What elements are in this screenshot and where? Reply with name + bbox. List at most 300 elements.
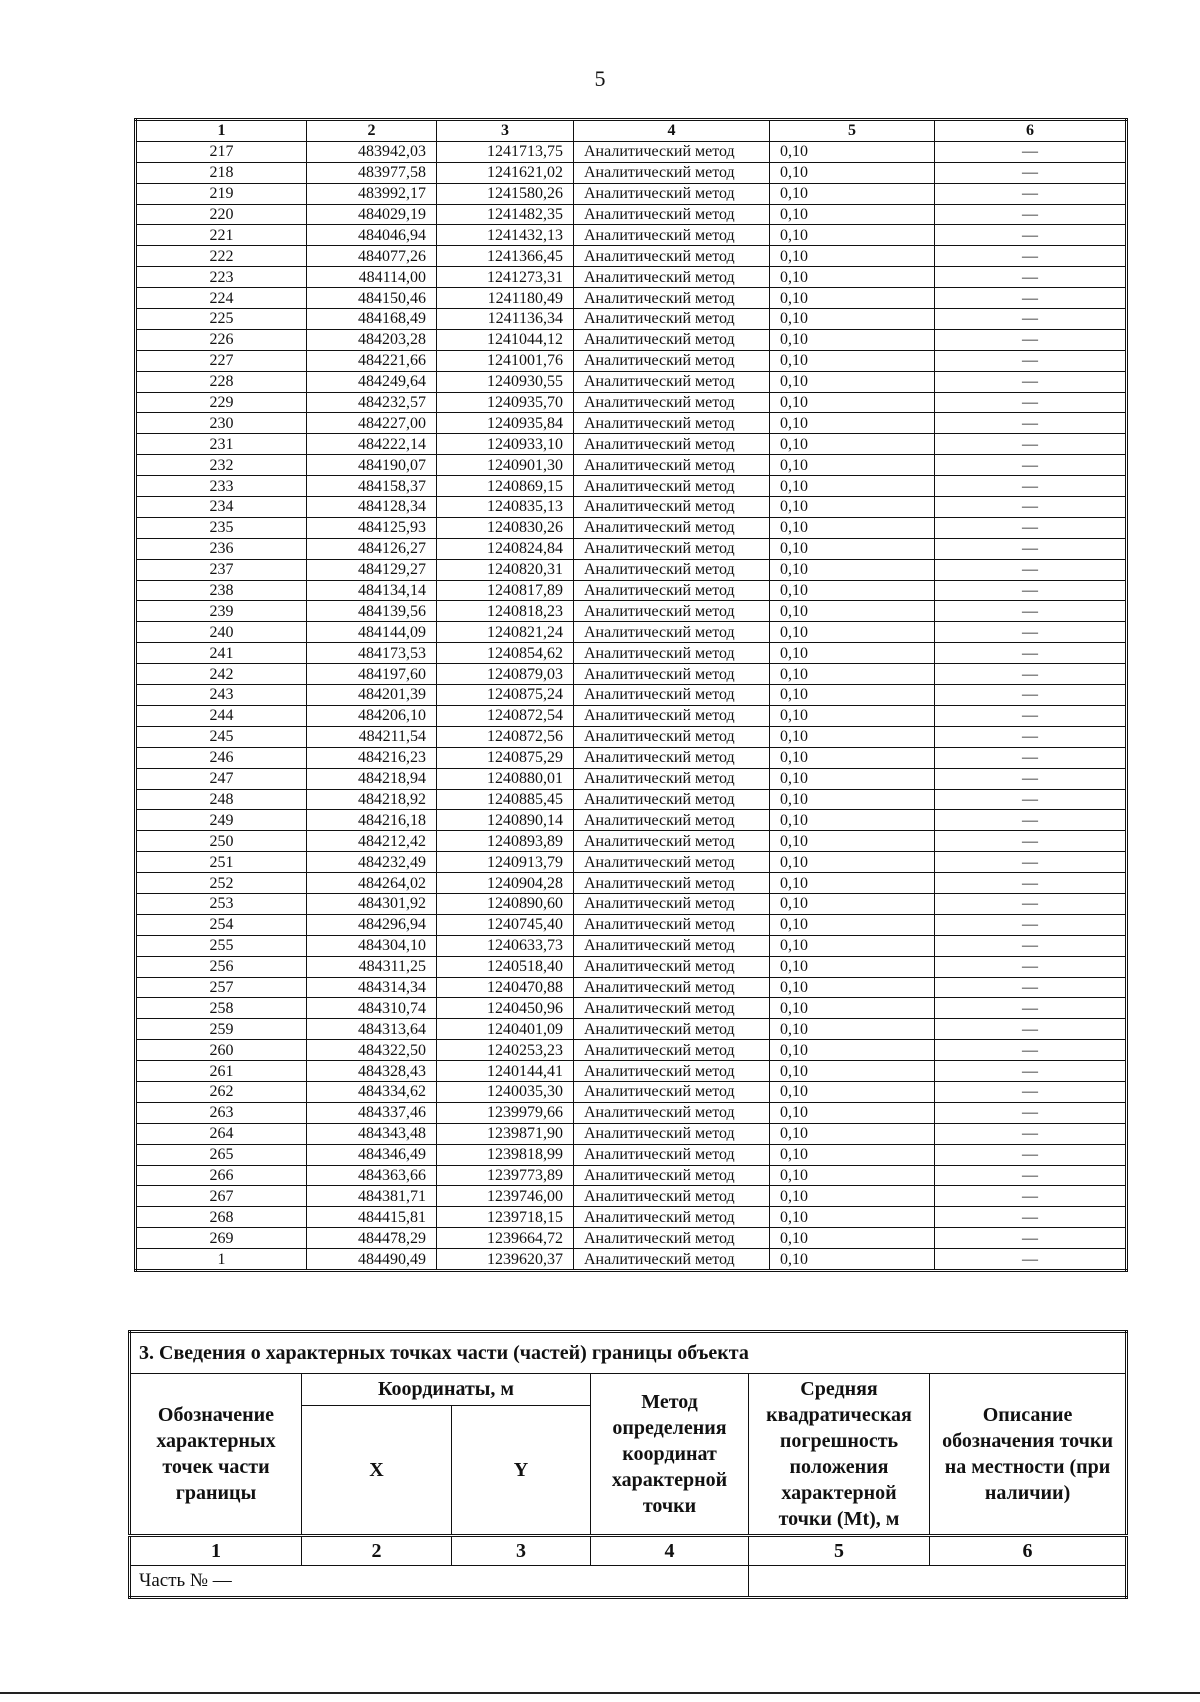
point-number: 236	[136, 538, 307, 559]
method: Аналитический метод	[574, 434, 770, 455]
error-value: 0,10	[770, 204, 935, 225]
error-value: 0,10	[770, 1165, 935, 1186]
method: Аналитический метод	[574, 893, 770, 914]
error-value: 0,10	[770, 873, 935, 894]
point-number: 239	[136, 601, 307, 622]
method: Аналитический метод	[574, 1207, 770, 1228]
error-value: 0,10	[770, 914, 935, 935]
point-number: 229	[136, 392, 307, 413]
point-number: 221	[136, 225, 307, 246]
description: —	[935, 601, 1127, 622]
method: Аналитический метод	[574, 1081, 770, 1102]
table-row	[136, 580, 1127, 601]
y-coordinate: 1240824,84	[437, 538, 574, 559]
table-row	[136, 977, 1127, 998]
method: Аналитический метод	[574, 538, 770, 559]
x-coordinate: 484337,46	[307, 1102, 437, 1123]
method: Аналитический метод	[574, 1019, 770, 1040]
point-number: 240	[136, 622, 307, 643]
y-coordinate: 1240890,14	[437, 810, 574, 831]
point-number: 264	[136, 1123, 307, 1144]
description: —	[935, 893, 1127, 914]
table-row	[136, 1061, 1127, 1082]
error-value: 0,10	[770, 1081, 935, 1102]
description: —	[935, 914, 1127, 935]
table-row	[136, 141, 1127, 162]
error-value: 0,10	[770, 267, 935, 288]
method: Аналитический метод	[574, 768, 770, 789]
error-value: 0,10	[770, 392, 935, 413]
y-coordinate: 1240450,96	[437, 998, 574, 1019]
error-value: 0,10	[770, 559, 935, 580]
table-row	[136, 559, 1127, 580]
y-coordinate: 1240253,23	[437, 1040, 574, 1061]
point-number: 248	[136, 789, 307, 810]
y-coordinate: 1241044,12	[437, 329, 574, 350]
error-value: 0,10	[770, 726, 935, 747]
x-coordinate: 484314,34	[307, 977, 437, 998]
method: Аналитический метод	[574, 977, 770, 998]
x-coordinate: 484322,50	[307, 1040, 437, 1061]
x-coordinate: 484129,27	[307, 559, 437, 580]
table-row	[136, 162, 1127, 183]
error-value: 0,10	[770, 789, 935, 810]
y-coordinate: 1239871,90	[437, 1123, 574, 1144]
table-row	[136, 1186, 1127, 1207]
y-coordinate: 1239818,99	[437, 1144, 574, 1165]
error-value: 0,10	[770, 497, 935, 518]
description: —	[935, 204, 1127, 225]
section3-column-number-row	[130, 1536, 1127, 1566]
error-value: 0,10	[770, 538, 935, 559]
x-coordinate: 484139,56	[307, 601, 437, 622]
method: Аналитический метод	[574, 162, 770, 183]
table-row	[136, 225, 1127, 246]
x-coordinate: 484232,57	[307, 392, 437, 413]
x-coordinate: 484125,93	[307, 517, 437, 538]
x-coordinate: 484363,66	[307, 1165, 437, 1186]
x-coordinate: 484227,00	[307, 413, 437, 434]
description: —	[935, 141, 1127, 162]
table-row	[136, 392, 1127, 413]
y-coordinate: 1241136,34	[437, 309, 574, 330]
method: Аналитический метод	[574, 956, 770, 977]
column-number: 2	[307, 120, 437, 142]
point-number: 241	[136, 643, 307, 664]
error-value: 0,10	[770, 329, 935, 350]
x-coordinate: 484221,66	[307, 350, 437, 371]
point-number: 222	[136, 246, 307, 267]
method: Аналитический метод	[574, 517, 770, 538]
description: —	[935, 1228, 1127, 1249]
description: —	[935, 497, 1127, 518]
description: —	[935, 852, 1127, 873]
y-coordinate: 1240869,15	[437, 476, 574, 497]
x-coordinate: 484334,62	[307, 1081, 437, 1102]
x-coordinate: 484029,19	[307, 204, 437, 225]
table-row	[136, 517, 1127, 538]
point-number: 242	[136, 664, 307, 685]
description: —	[935, 685, 1127, 706]
description: —	[935, 1144, 1127, 1165]
table-row	[136, 601, 1127, 622]
description: —	[935, 1081, 1127, 1102]
method: Аналитический метод	[574, 831, 770, 852]
point-number: 226	[136, 329, 307, 350]
error-value: 0,10	[770, 455, 935, 476]
column-number: 3	[452, 1536, 591, 1566]
column-number: 6	[935, 120, 1127, 142]
point-number: 223	[136, 267, 307, 288]
table-row	[136, 831, 1127, 852]
point-number: 218	[136, 162, 307, 183]
point-number: 249	[136, 810, 307, 831]
table-row	[136, 873, 1127, 894]
method: Аналитический метод	[574, 476, 770, 497]
x-coordinate: 484304,10	[307, 935, 437, 956]
y-coordinate: 1240880,01	[437, 768, 574, 789]
table-row	[136, 768, 1127, 789]
table-row	[136, 371, 1127, 392]
error-value: 0,10	[770, 1123, 935, 1144]
table-row	[136, 246, 1127, 267]
error-value: 0,10	[770, 1144, 935, 1165]
y-coordinate: 1240935,84	[437, 413, 574, 434]
y-coordinate: 1240893,89	[437, 831, 574, 852]
y-coordinate: 1240401,09	[437, 1019, 574, 1040]
point-number: 259	[136, 1019, 307, 1040]
x-coordinate: 484134,14	[307, 580, 437, 601]
column-number: 1	[130, 1536, 302, 1566]
table-row	[136, 1165, 1127, 1186]
point-number: 254	[136, 914, 307, 935]
point-number: 233	[136, 476, 307, 497]
point-number: 243	[136, 685, 307, 706]
column-number: 5	[749, 1536, 930, 1566]
description: —	[935, 580, 1127, 601]
error-value: 0,10	[770, 1186, 935, 1207]
method: Аналитический метод	[574, 455, 770, 476]
point-number: 263	[136, 1102, 307, 1123]
error-value: 0,10	[770, 434, 935, 455]
table-row	[136, 183, 1127, 204]
x-coordinate: 484150,46	[307, 288, 437, 309]
x-coordinate: 484296,94	[307, 914, 437, 935]
error-value: 0,10	[770, 1061, 935, 1082]
x-coordinate: 483992,17	[307, 183, 437, 204]
x-coordinate: 484216,18	[307, 810, 437, 831]
error-value: 0,10	[770, 1249, 935, 1271]
y-coordinate: 1240875,29	[437, 747, 574, 768]
y-coordinate: 1241482,35	[437, 204, 574, 225]
method: Аналитический метод	[574, 1186, 770, 1207]
y-coordinate: 1240879,03	[437, 664, 574, 685]
y-coordinate: 1240901,30	[437, 455, 574, 476]
description: —	[935, 1123, 1127, 1144]
point-number: 250	[136, 831, 307, 852]
description: —	[935, 1061, 1127, 1082]
error-value: 0,10	[770, 977, 935, 998]
description: —	[935, 643, 1127, 664]
point-number: 262	[136, 1081, 307, 1102]
point-number: 268	[136, 1207, 307, 1228]
error-value: 0,10	[770, 309, 935, 330]
x-coordinate: 484490,49	[307, 1249, 437, 1271]
method: Аналитический метод	[574, 998, 770, 1019]
point-number: 258	[136, 998, 307, 1019]
page-number: 5	[594, 66, 606, 91]
y-coordinate: 1240633,73	[437, 935, 574, 956]
table-row	[136, 267, 1127, 288]
point-number: 232	[136, 455, 307, 476]
y-coordinate: 1241432,13	[437, 225, 574, 246]
x-coordinate: 483942,03	[307, 141, 437, 162]
point-number: 265	[136, 1144, 307, 1165]
point-number: 227	[136, 350, 307, 371]
x-coordinate: 484343,48	[307, 1123, 437, 1144]
x-header: X	[302, 1405, 452, 1535]
error-value: 0,10	[770, 141, 935, 162]
method: Аналитический метод	[574, 705, 770, 726]
description: —	[935, 183, 1127, 204]
column-number: 4	[591, 1536, 749, 1566]
error-value: 0,10	[770, 288, 935, 309]
y-coordinate: 1239746,00	[437, 1186, 574, 1207]
method: Аналитический метод	[574, 371, 770, 392]
description: —	[935, 1249, 1127, 1271]
error-value: 0,10	[770, 371, 935, 392]
method: Аналитический метод	[574, 183, 770, 204]
description: —	[935, 726, 1127, 747]
section3-title: 3. Сведения о характерных точках части (частей) границы объекта	[130, 1332, 1127, 1374]
x-coordinate: 484126,27	[307, 538, 437, 559]
point-number: 246	[136, 747, 307, 768]
point-number: 261	[136, 1061, 307, 1082]
method: Аналитический метод	[574, 1123, 770, 1144]
point-number: 245	[136, 726, 307, 747]
y-coordinate: 1240904,28	[437, 873, 574, 894]
description: —	[935, 768, 1127, 789]
method: Аналитический метод	[574, 1040, 770, 1061]
description: —	[935, 162, 1127, 183]
description: —	[935, 956, 1127, 977]
description: —	[935, 392, 1127, 413]
error-value: 0,10	[770, 246, 935, 267]
y-coordinate: 1240875,24	[437, 685, 574, 706]
coordinates-table-body	[136, 141, 1127, 1270]
table-row	[136, 914, 1127, 935]
description: —	[935, 747, 1127, 768]
point-number: 251	[136, 852, 307, 873]
point-number: 244	[136, 705, 307, 726]
table-row	[136, 998, 1127, 1019]
error-value: 0,10	[770, 517, 935, 538]
method: Аналитический метод	[574, 747, 770, 768]
x-coordinate: 484222,14	[307, 434, 437, 455]
table-row	[136, 893, 1127, 914]
bottom-border-line	[0, 1692, 1200, 1694]
point-number: 238	[136, 580, 307, 601]
description: —	[935, 350, 1127, 371]
column-number: 3	[437, 120, 574, 142]
y-coordinate: 1240933,10	[437, 434, 574, 455]
description: —	[935, 1186, 1127, 1207]
error-value: 0,10	[770, 350, 935, 371]
x-coordinate: 484232,49	[307, 852, 437, 873]
x-coordinate: 484173,53	[307, 643, 437, 664]
designation-header: Обозначение характерных точек части границы	[130, 1374, 302, 1536]
method: Аналитический метод	[574, 1249, 770, 1271]
section3-table	[128, 1330, 1128, 1599]
point-number: 252	[136, 873, 307, 894]
description: —	[935, 538, 1127, 559]
table-row	[136, 350, 1127, 371]
description: —	[935, 455, 1127, 476]
description: —	[935, 664, 1127, 685]
error-value: 0,10	[770, 580, 935, 601]
x-coordinate: 484046,94	[307, 225, 437, 246]
table-row	[136, 434, 1127, 455]
table-row	[136, 935, 1127, 956]
x-coordinate: 484203,28	[307, 329, 437, 350]
table-row	[136, 1228, 1127, 1249]
x-coordinate: 484311,25	[307, 956, 437, 977]
table-row	[136, 705, 1127, 726]
x-coordinate: 484211,54	[307, 726, 437, 747]
error-value: 0,10	[770, 831, 935, 852]
y-coordinate: 1241180,49	[437, 288, 574, 309]
method: Аналитический метод	[574, 267, 770, 288]
y-coordinate: 1239773,89	[437, 1165, 574, 1186]
y-coordinate: 1240518,40	[437, 956, 574, 977]
method: Аналитический метод	[574, 789, 770, 810]
method: Аналитический метод	[574, 601, 770, 622]
table-row	[136, 1019, 1127, 1040]
y-coordinate: 1240935,70	[437, 392, 574, 413]
table-row	[136, 1123, 1127, 1144]
y-coordinate: 1240835,13	[437, 497, 574, 518]
method: Аналитический метод	[574, 329, 770, 350]
y-coordinate: 1241713,75	[437, 141, 574, 162]
table-row	[136, 1207, 1127, 1228]
method: Аналитический метод	[574, 873, 770, 894]
y-coordinate: 1239620,37	[437, 1249, 574, 1271]
error-value: 0,10	[770, 685, 935, 706]
column-number: 2	[302, 1536, 452, 1566]
column-number-row	[136, 120, 1127, 142]
column-number: 4	[574, 120, 770, 142]
method: Аналитический метод	[574, 288, 770, 309]
method-header: Метод определения координат характерной точки	[591, 1374, 749, 1536]
x-coordinate: 484212,42	[307, 831, 437, 852]
error-value: 0,10	[770, 183, 935, 204]
y-coordinate: 1240830,26	[437, 517, 574, 538]
method: Аналитический метод	[574, 559, 770, 580]
table-row	[136, 1102, 1127, 1123]
error-value: 0,10	[770, 622, 935, 643]
column-number: 6	[930, 1536, 1127, 1566]
point-number: 224	[136, 288, 307, 309]
table-row	[136, 1040, 1127, 1061]
x-coordinate: 484346,49	[307, 1144, 437, 1165]
method: Аналитический метод	[574, 810, 770, 831]
description: —	[935, 622, 1127, 643]
x-coordinate: 483977,58	[307, 162, 437, 183]
error-value: 0,10	[770, 893, 935, 914]
x-coordinate: 484415,81	[307, 1207, 437, 1228]
point-number: 269	[136, 1228, 307, 1249]
table-row	[136, 204, 1127, 225]
table-row	[136, 810, 1127, 831]
method: Аналитический метод	[574, 1144, 770, 1165]
method: Аналитический метод	[574, 246, 770, 267]
error-value: 0,10	[770, 1040, 935, 1061]
method: Аналитический метод	[574, 497, 770, 518]
point-number: 220	[136, 204, 307, 225]
y-coordinate: 1240745,40	[437, 914, 574, 935]
y-coordinate: 1241621,02	[437, 162, 574, 183]
table-row	[136, 643, 1127, 664]
method: Аналитический метод	[574, 1165, 770, 1186]
x-coordinate: 484190,07	[307, 455, 437, 476]
table-row	[136, 538, 1127, 559]
description: —	[935, 434, 1127, 455]
error-value: 0,10	[770, 705, 935, 726]
point-number: 237	[136, 559, 307, 580]
x-coordinate: 484158,37	[307, 476, 437, 497]
description: —	[935, 371, 1127, 392]
point-number: 235	[136, 517, 307, 538]
x-coordinate: 484201,39	[307, 685, 437, 706]
y-coordinate: 1240890,60	[437, 893, 574, 914]
table-row	[136, 455, 1127, 476]
method: Аналитический метод	[574, 1228, 770, 1249]
description: —	[935, 225, 1127, 246]
description: —	[935, 1207, 1127, 1228]
description: —	[935, 517, 1127, 538]
error-value: 0,10	[770, 601, 935, 622]
method: Аналитический метод	[574, 664, 770, 685]
x-coordinate: 484313,64	[307, 1019, 437, 1040]
error-value: 0,10	[770, 225, 935, 246]
x-coordinate: 484218,92	[307, 789, 437, 810]
error-value: 0,10	[770, 935, 935, 956]
point-number: 231	[136, 434, 307, 455]
description: —	[935, 873, 1127, 894]
description: —	[935, 288, 1127, 309]
description: —	[935, 789, 1127, 810]
error-value: 0,10	[770, 1228, 935, 1249]
method: Аналитический метод	[574, 685, 770, 706]
method: Аналитический метод	[574, 1102, 770, 1123]
table-row	[136, 664, 1127, 685]
point-number: 255	[136, 935, 307, 956]
point-number: 230	[136, 413, 307, 434]
description: —	[935, 246, 1127, 267]
y-coordinate: 1241366,45	[437, 246, 574, 267]
x-coordinate: 484206,10	[307, 705, 437, 726]
method: Аналитический метод	[574, 852, 770, 873]
description: —	[935, 309, 1127, 330]
table-row	[136, 789, 1127, 810]
y-coordinate: 1241580,26	[437, 183, 574, 204]
method: Аналитический метод	[574, 225, 770, 246]
error-value: 0,10	[770, 852, 935, 873]
y-coordinate: 1240820,31	[437, 559, 574, 580]
description: —	[935, 705, 1127, 726]
description: —	[935, 935, 1127, 956]
x-coordinate: 484144,09	[307, 622, 437, 643]
